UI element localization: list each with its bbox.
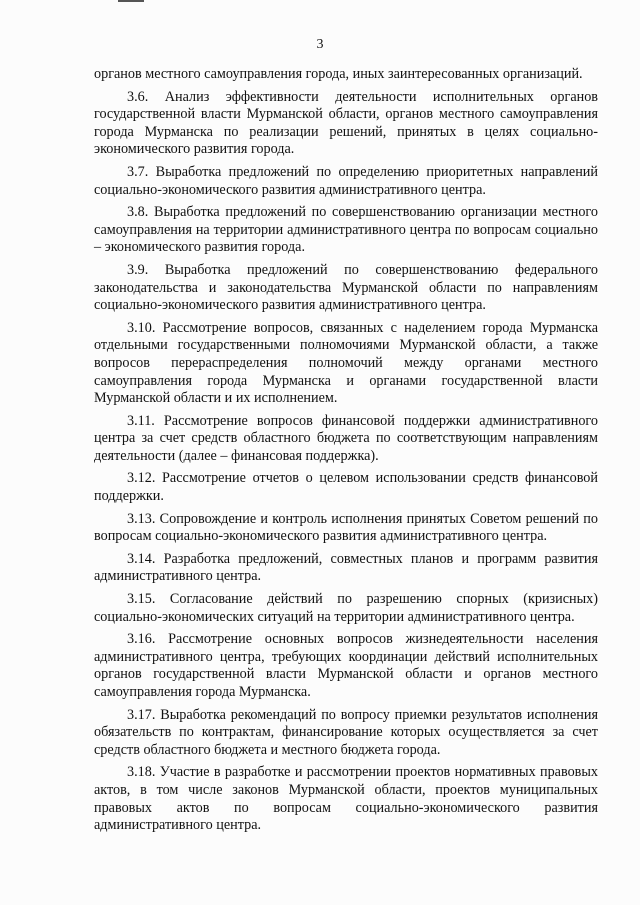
- paragraph-item: 3.16. Рассмотрение основных вопросов жизнедеятельности населения административного центра, требующих координации действий исполнительных органов государственной власти Мурманской области и органов местного самоуправления города Мурманска.: [94, 631, 598, 700]
- paragraph-item: 3.10. Рассмотрение вопросов, связанных с наделением города Мурманска отдельными государственными полномочиями Мурманской области, а также вопросов перераспределения полномочий между органами местного самоуправления города Мурманска и органами государственной власти Мурманской области и их исполнением.: [94, 319, 598, 407]
- paragraph-item: 3.13. Сопровождение и контроль исполнения принятых Советом решений по вопросам социально-экономического развития административного центра.: [94, 510, 598, 545]
- document-body: [94, 66, 598, 840]
- paragraph-item: 3.18. Участие в разработке и рассмотрении проектов нормативных правовых актов, в том числе законов Мурманской области, проектов муниципальных правовых актов по вопросам социально-экономического развития административного центра.: [94, 764, 598, 834]
- scan-edge-mark: [118, 0, 144, 2]
- page-number: 3: [316, 37, 324, 52]
- paragraph-item: 3.17. Выработка рекомендаций по вопросу приемки результатов исполнения обязательств по контрактам, финансирование которых осуществляется за счет средств областного бюджета и местного бюджета города.: [94, 706, 598, 758]
- paragraph-item: 3.12. Рассмотрение отчетов о целевом использовании средств финансовой поддержки.: [94, 470, 598, 505]
- paragraph-item: 3.6. Анализ эффективности деятельности исполнительных органов государственной власти Мурманской области, органов местного самоуправления города Мурманска по реализации решений, принятых в целях социально-экономического развития города.: [94, 88, 598, 158]
- paragraph-item: 3.8. Выработка предложений по совершенствованию организации местного самоуправления на территории административного центра по вопросам социально – экономического развития города.: [94, 204, 598, 256]
- paragraph-item: 3.15. Согласование действий по разрешению спорных (кризисных) социально-экономических ситуаций на территории административного центра.: [94, 591, 598, 625]
- paragraph-item: 3.9. Выработка предложений по совершенствованию федерального законодательства и законодательства Мурманской области по направлениям социально-экономического развития административного центра.: [94, 261, 598, 314]
- paragraph-item: 3.11. Рассмотрение вопросов финансовой поддержки административного центра за счет средств областного бюджета по соответствующим направлениям деятельности (далее – финансовая поддержка).: [94, 412, 598, 464]
- paragraph-continuation: органов местного самоуправления города, иных заинтересованных организаций.: [94, 66, 583, 82]
- paragraph-item: 3.7. Выработка предложений по определению приоритетных направлений социально-экономического развития административного центра.: [94, 163, 598, 198]
- paragraph-item: 3.14. Разработка предложений, совместных планов и программ развития административного центра.: [94, 550, 598, 585]
